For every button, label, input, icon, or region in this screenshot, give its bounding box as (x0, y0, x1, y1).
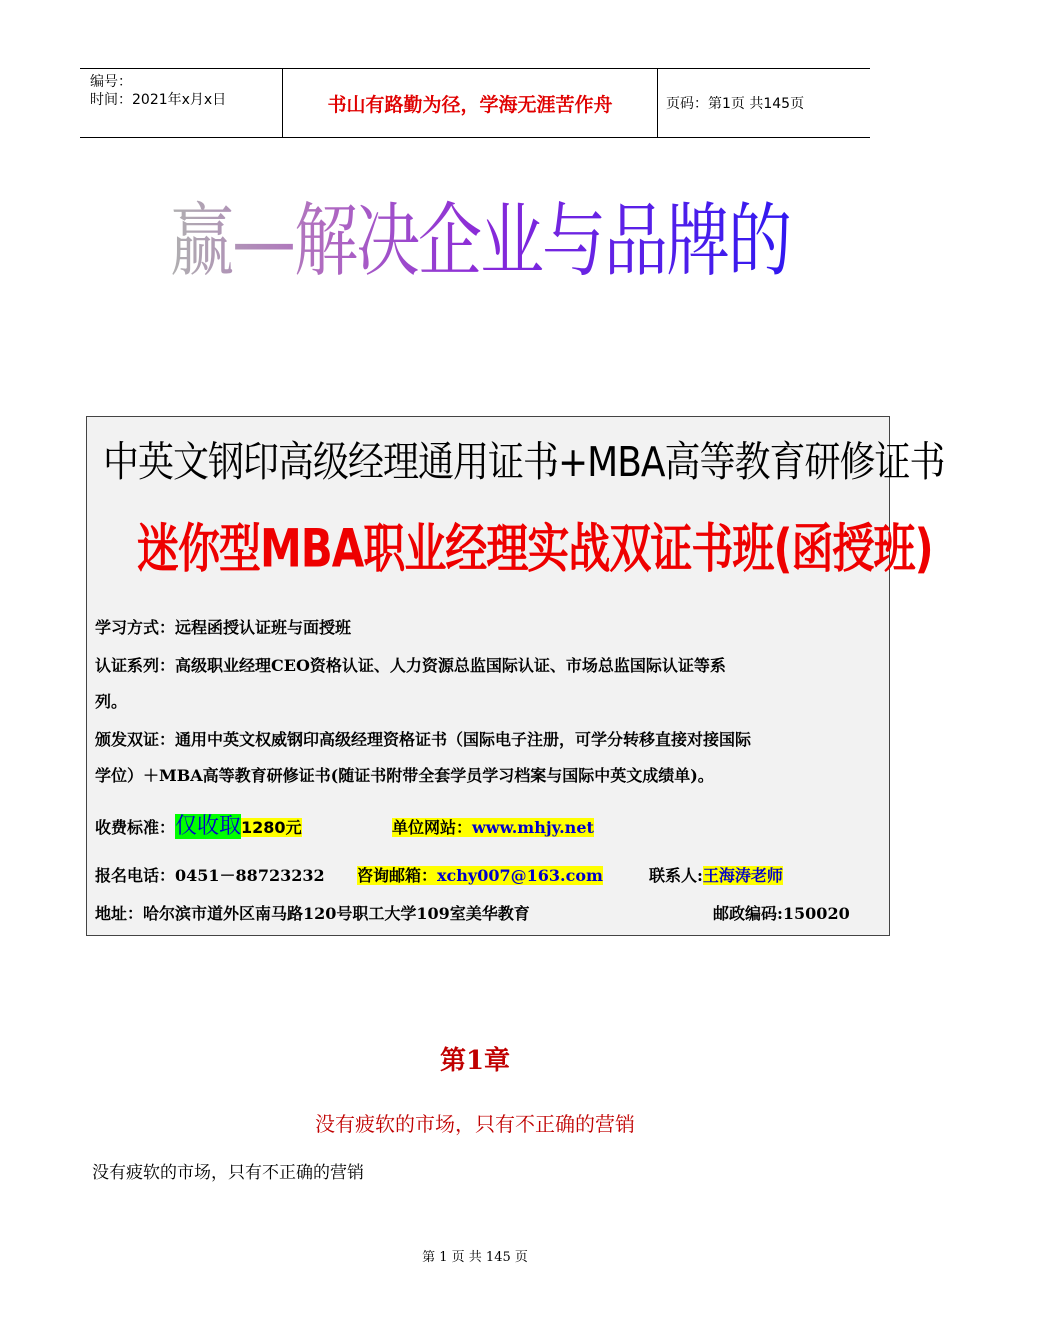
fee-amount: 1280元 (241, 818, 302, 837)
study-method-line (95, 615, 351, 638)
website-link[interactable]: www.mhjy.net (472, 818, 594, 837)
postcode-line: 邮政编码:150020 (713, 904, 850, 923)
fee-highlight: 仅收取 (175, 814, 242, 839)
header-page-info: 页码：第1页 共145页 (666, 96, 805, 112)
cert-series-value: 高级职业经理CEO资格认证、人力资源总监国际认证、市场总监国际认证等系 (175, 656, 726, 675)
fee-label: 收费标准： (95, 818, 176, 837)
course-info-box (86, 416, 945, 936)
number-label: 编号： (90, 74, 132, 90)
page-header (80, 68, 870, 138)
phone-line (95, 863, 325, 886)
header-motto: 书山有路勤为径，学海无涯苦作舟 (283, 69, 658, 137)
email-line (357, 863, 603, 886)
website-line (392, 815, 594, 838)
contact-label: 联系人: (649, 866, 703, 885)
dual-cert-line-2: 学位）＋MBA高等教育研修证书(随证书附带全套学员学习档案与国际中英文成绩单)。 (95, 766, 714, 785)
page-footer: 第 1 页 共 145 页 (422, 1250, 528, 1265)
cert-series-line (95, 653, 726, 676)
study-label: 学习方式： (95, 618, 176, 637)
chapter-subtitle: 没有疲软的市场，只有不正确的营销 (315, 1112, 635, 1136)
contact-value: 王海涛老师 (702, 866, 783, 885)
cert-series-label: 认证系列： (95, 656, 176, 675)
chapter-heading: 第1章 (439, 1046, 511, 1076)
dual-cert-value: 通用中英文权威钢印高级经理资格证书（国际电子注册，可学分转移直接对接国际 (175, 730, 752, 749)
box-title-certificates: 中英文钢印高级经理通用证书+MBA高等教育研修证书 (103, 439, 945, 487)
body-paragraph: 没有疲软的市场，只有不正确的营销 (92, 1163, 364, 1183)
cert-series-line-2: 列。 (95, 692, 128, 711)
dual-cert-label: 颁发双证： (95, 730, 176, 749)
address-line: 地址：哈尔滨市道外区南马路120号职工大学109室美华教育 (95, 904, 530, 923)
fee-line (95, 809, 302, 840)
phone-label: 报名电话： (95, 866, 176, 885)
contact-line (649, 863, 783, 886)
time-label: 时间：2021年x月x日 (90, 92, 227, 108)
dual-cert-line (95, 727, 751, 750)
header-meta (80, 69, 283, 137)
box-title-course: 迷你型MBA职业经理实战双证书班(函授班) (137, 517, 933, 579)
email-label: 咨询邮箱： (357, 866, 438, 885)
website-label: 单位网站： (392, 818, 473, 837)
phone-value: 0451－88723232 (175, 866, 325, 885)
email-link[interactable]: xchy007@163.com (437, 866, 603, 885)
main-title: 赢—解决企业与品牌的营销难题 (170, 155, 790, 330)
study-value: 远程函授认证班与面授班 (175, 618, 352, 637)
